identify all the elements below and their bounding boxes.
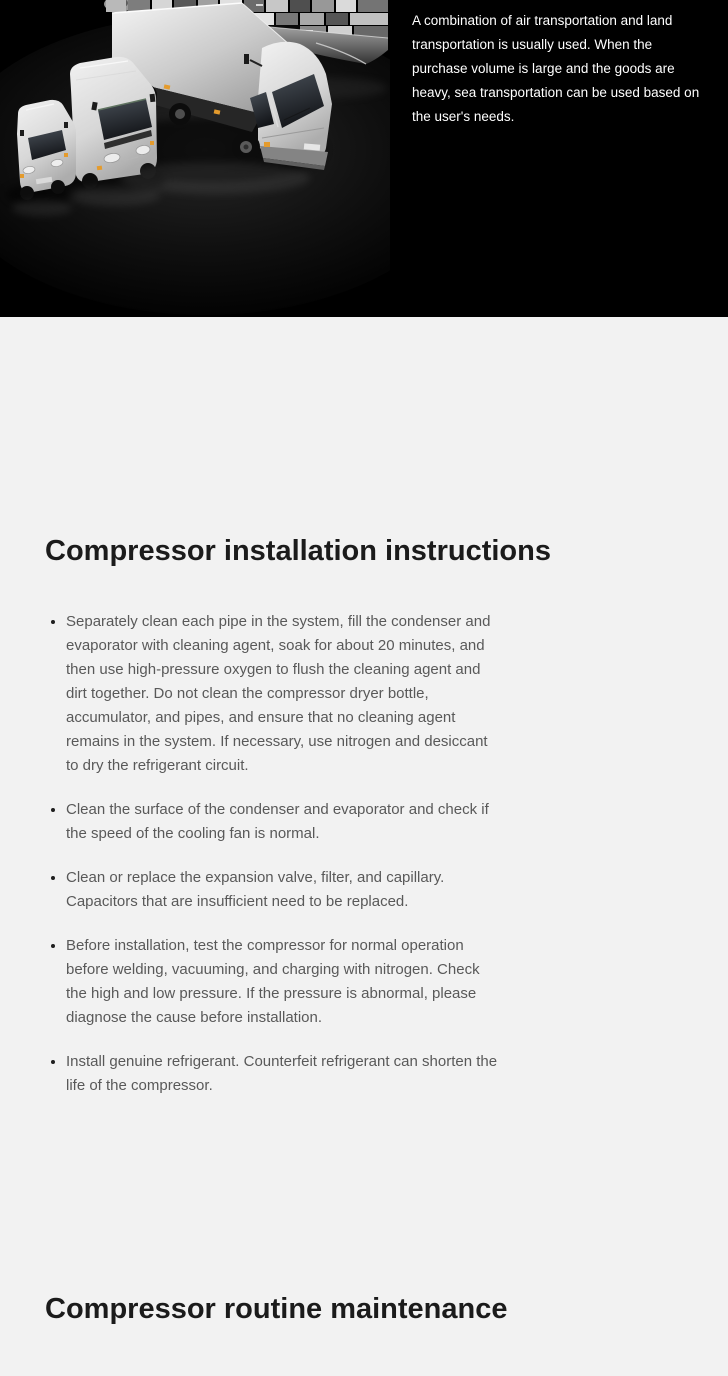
- list-item: • Install genuine refrigerant. Counterfeit refrigerant can shorten the life of the compressor.: [66, 1050, 500, 1098]
- list-item: • Before installation, test the compressor for normal operation before welding, vacuuming, and charging with nitrogen. Check the high and low pressure. If the pressure is abnormal, please diagnose the cause before installation.: [66, 934, 500, 1030]
- list-item: • Clean or replace the expansion valve, filter, and capillary. Capacitors that are insufficient need to be replaced.: [66, 866, 500, 914]
- list-item: • Clean the surface of the condenser and evaporator and check if the speed of the cooling fan is normal.: [66, 798, 500, 846]
- hero-banner: [0, 0, 728, 317]
- section-title-installation: Compressor installation instructions: [45, 535, 551, 567]
- list-item: • Separately clean each pipe in the system, fill the condenser and evaporator with cleaning agent, soak for about 20 minutes, and then use high-pressure oxygen to flush the cleaning agent and dirt together. Do not clean the compressor dryer bottle, accumulator, and pipes, and ensure that no cleaning agent remains in the system. If necessary, use nitrogen and desiccant to dry the refrigerant circuit.: [66, 610, 500, 778]
- hero-description: A combination of air transportation and land transportation is usually used. When the purchase volume is large and the goods are heavy, sea transportation can be used based on the user's needs.: [412, 13, 700, 124]
- fleet-and-cargo-ship-illustration: [0, 0, 390, 317]
- installation-bullet-list: [45, 610, 500, 1098]
- section-title-maintenance: Compressor routine maintenance: [45, 1293, 508, 1325]
- main-content: [0, 317, 728, 1356]
